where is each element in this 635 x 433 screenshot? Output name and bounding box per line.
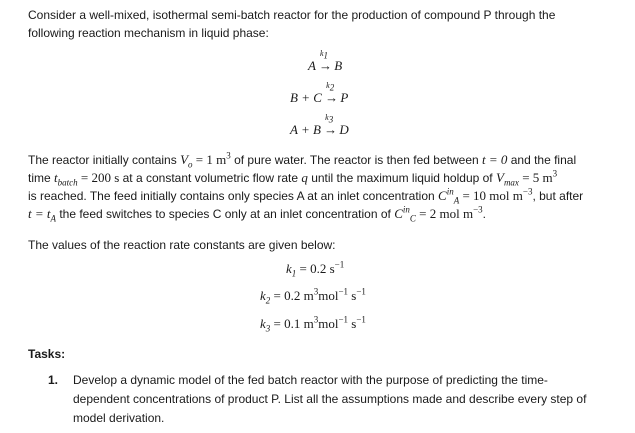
description-text — [28, 151, 613, 223]
rate-constant-2: $k_2 = 0.2$ $m^3mol^{-1}$ $s^{-1}$ — [260, 286, 366, 306]
reaction-2 — [290, 81, 349, 106]
task-line-2: dependent concentrations of product P. List all the assumptions made and describe every step of — [73, 392, 587, 406]
reaction-3-left: A + B — [290, 122, 321, 137]
task-number: 1. — [48, 373, 59, 387]
rate-constant-3: $k_3 = 0.1$ $m^3mol^{-1}$ $s^{-1}$ — [260, 314, 366, 334]
description-line-1: The reactor initially contains $V_o = 1$ $m^3$ of pure water. The reactor is then fed between t = 0 and the final — [28, 150, 577, 170]
task-line-3: model derivation. — [73, 411, 165, 425]
reaction-arrow: → $k_2$ — [325, 81, 339, 105]
task-line-1: Develop a dynamic model of the fed batch reactor with the purpose of predicting the time- — [73, 373, 548, 387]
reaction-arrow: → $k_1$ — [318, 49, 332, 73]
intro-text — [28, 6, 613, 42]
reaction-1 — [308, 49, 343, 74]
description-line-3: is reached. The feed initially contains only species A at an inlet concentration $C^{in}_A = 10$ mol $m^{-3}$, but after — [28, 186, 584, 206]
tasks-heading: Tasks: — [28, 347, 66, 361]
task-item-1 — [48, 371, 608, 428]
description-line-2: time $t_{batch} = 200$ s at a constant volumetric flow rate q until the maximum liquid holdup of $V_{max} = 5$ $m^3$ — [28, 168, 558, 188]
reaction-2-right: P — [340, 90, 349, 105]
rate-constant-1: $k_1 = 0.2$ $s^{-1}$ — [286, 259, 345, 279]
description-line-4: $t = t_A$ the feed switches to species C only at an inlet concentration of $C^{in}_C = 2$ mol $m^{-3}$. — [28, 204, 486, 224]
reaction-2-left: B + C — [290, 90, 322, 105]
intro-line-1: Consider a well-mixed, isothermal semi-batch reactor for the production of compound P through the — [28, 8, 556, 22]
reaction-1-right: B — [334, 58, 343, 73]
intro-line-2: following reaction mechanism in liquid phase: — [28, 26, 269, 40]
rates-intro: The values of the reaction rate constants are given below: — [28, 238, 336, 252]
task-text — [73, 371, 608, 428]
reaction-3 — [290, 113, 349, 138]
reaction-3-right: D — [339, 122, 349, 137]
reaction-1-left: A — [308, 58, 316, 73]
reaction-arrow: → $k_3$ — [324, 113, 338, 137]
